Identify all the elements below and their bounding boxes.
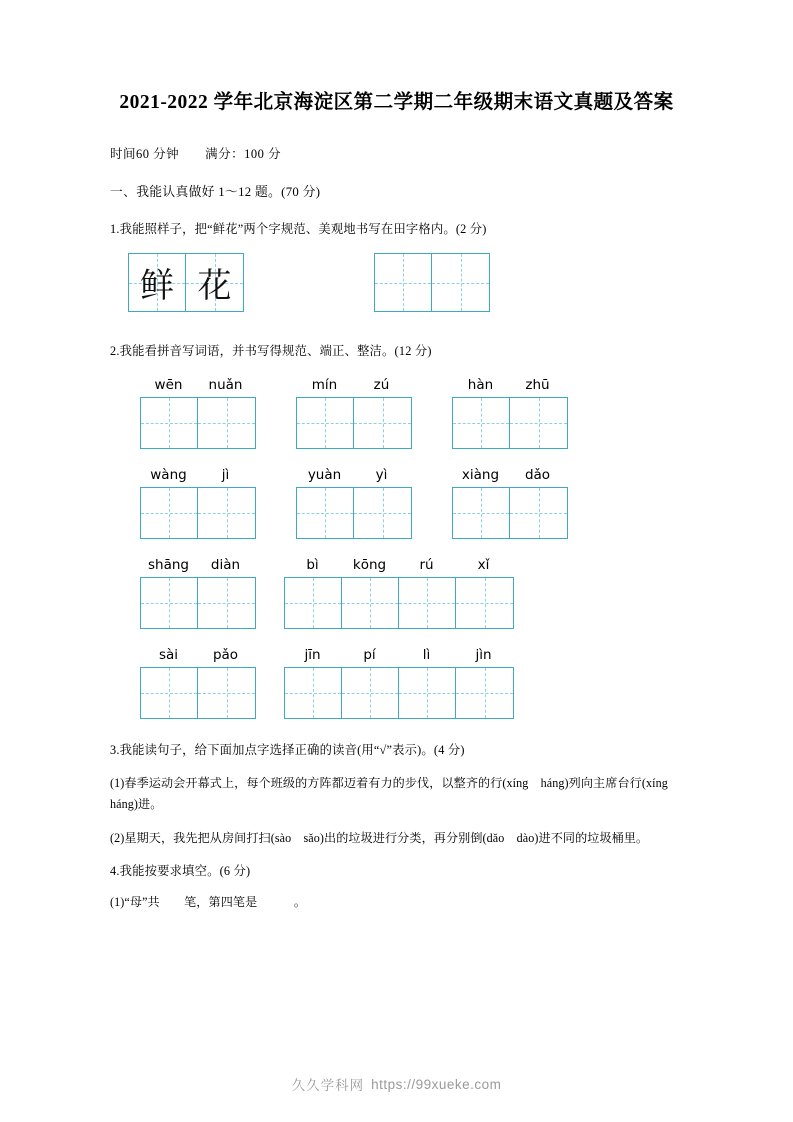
pinyin-item — [452, 467, 568, 539]
pinyin-syllable: mín — [311, 377, 338, 393]
grid-cell[interactable] — [399, 668, 456, 718]
answer-grid[interactable] — [140, 487, 256, 539]
answer-grid[interactable] — [284, 577, 514, 629]
grid-cell[interactable] — [432, 254, 489, 311]
sample-char-2: 花 — [197, 268, 232, 305]
pinyin-syllable: xiàng — [461, 467, 500, 483]
pinyin-row — [140, 467, 683, 539]
question-1-text: 1.我能照样子，把“鲜花”两个字规范、美观地书写在田字格内。(2 分) — [110, 222, 487, 236]
question-4-text: 4.我能按要求填空。(6 分) — [110, 864, 251, 878]
answer-grid[interactable] — [140, 577, 256, 629]
grid-cell[interactable] — [198, 488, 255, 538]
grid-cell[interactable] — [510, 398, 567, 448]
pinyin-labels — [452, 377, 568, 393]
question-2-text: 2.我能看拼音写词语，并书写得规范、端正、整洁。(12 分) — [110, 344, 432, 358]
exam-time: 时间60 分钟 — [110, 147, 180, 161]
answer-grid[interactable] — [284, 667, 514, 719]
pinyin-syllable: zhū — [525, 377, 550, 393]
pinyin-item — [284, 557, 514, 629]
grid-cell[interactable] — [456, 578, 513, 628]
pinyin-labels — [140, 467, 256, 483]
pinyin-item — [140, 647, 256, 719]
pinyin-syllable: pí — [363, 647, 376, 663]
answer-grid[interactable] — [140, 397, 256, 449]
pinyin-syllable: jì — [221, 467, 230, 483]
pinyin-syllable: dǎo — [524, 467, 551, 483]
grid-cell[interactable] — [198, 668, 255, 718]
pinyin-syllable: shāng — [148, 557, 189, 573]
grid-cell[interactable] — [285, 578, 342, 628]
pinyin-syllable: sài — [158, 647, 179, 663]
answer-grid[interactable] — [296, 397, 412, 449]
pinyin-syllable: kōng — [352, 557, 387, 573]
grid-cell[interactable] — [453, 398, 510, 448]
question-3-item-1: (1)春季运动会开幕式上，每个班级的方阵都迈着有力的步伐，以整齐的行(xíng háng)列向主席台行(xíng háng)进。 — [110, 776, 681, 811]
question-4-item-1: (1)“母”共 笔，第四笔是 。 — [110, 895, 307, 909]
site-brand: 久久学科网 — [291, 1078, 365, 1093]
pinyin-syllable: nuǎn — [208, 377, 243, 393]
grid-cell[interactable] — [354, 488, 411, 538]
grid-cell[interactable] — [285, 668, 342, 718]
pinyin-syllable: rú — [419, 557, 434, 573]
pinyin-item — [140, 467, 256, 539]
site-url: https://99xueke.com — [371, 1076, 502, 1092]
pinyin-syllable: xǐ — [477, 557, 490, 573]
question-1-grids — [128, 253, 683, 312]
pinyin-syllable: yì — [375, 467, 388, 483]
pinyin-row — [140, 377, 683, 449]
pinyin-labels — [140, 377, 256, 393]
page-title: 2021-2022 学年北京海淀区第二学期二年级期末语文真题及答案 — [119, 92, 674, 113]
pinyin-syllable: yuàn — [307, 467, 342, 483]
question-3-item-2: (2)星期天，我先把从房间打扫(sào sǎo)出的垃圾进行分类，再分别倒(dǎo dào)进不同的垃圾桶里。 — [110, 831, 649, 845]
grid-cell[interactable] — [456, 668, 513, 718]
grid-cell[interactable] — [198, 398, 255, 448]
grid-cell[interactable] — [354, 398, 411, 448]
pinyin-syllable: lì — [422, 647, 431, 663]
question-3-text: 3.我能读句子，给下面加点字选择正确的读音(用“√”表示)。(4 分) — [110, 743, 465, 757]
pinyin-labels — [296, 467, 412, 483]
grid-cell[interactable] — [141, 578, 198, 628]
pinyin-row — [140, 557, 683, 629]
pinyin-syllable: jìn — [475, 647, 492, 663]
pinyin-syllable: pǎo — [212, 647, 239, 663]
pinyin-labels — [284, 557, 514, 573]
sample-character-grid — [128, 253, 244, 312]
grid-cell[interactable] — [297, 488, 354, 538]
answer-character-grid[interactable] — [374, 253, 490, 312]
pinyin-item — [140, 377, 256, 449]
pinyin-syllable: jīn — [304, 647, 321, 663]
pinyin-syllable: wēn — [154, 377, 183, 393]
pinyin-labels — [140, 647, 256, 663]
pinyin-labels — [296, 377, 412, 393]
answer-grid[interactable] — [452, 397, 568, 449]
question-2-pinyin-blocks — [140, 377, 683, 719]
pinyin-labels — [140, 557, 256, 573]
pinyin-item — [296, 467, 412, 539]
pinyin-syllable: diàn — [210, 557, 241, 573]
grid-cell[interactable] — [399, 578, 456, 628]
pinyin-syllable: hàn — [467, 377, 494, 393]
grid-cell[interactable] — [297, 398, 354, 448]
pinyin-syllable: zú — [373, 377, 390, 393]
pinyin-syllable: bì — [306, 557, 319, 573]
section-heading: 一、我能认真做好 1～12 题。(70 分) — [110, 185, 321, 199]
grid-cell[interactable] — [453, 488, 510, 538]
pinyin-labels — [452, 467, 568, 483]
pinyin-row — [140, 647, 683, 719]
pinyin-item — [452, 377, 568, 449]
pinyin-item — [296, 377, 412, 449]
answer-grid[interactable] — [452, 487, 568, 539]
pinyin-item — [284, 647, 514, 719]
grid-cell[interactable] — [510, 488, 567, 538]
pinyin-labels — [284, 647, 514, 663]
grid-cell[interactable] — [141, 668, 198, 718]
exam-meta — [110, 144, 683, 162]
answer-grid[interactable] — [296, 487, 412, 539]
grid-cell — [186, 254, 243, 311]
exam-score: 满分：100 分 — [205, 147, 282, 161]
grid-cell[interactable] — [198, 578, 255, 628]
grid-cell[interactable] — [141, 398, 198, 448]
pinyin-syllable: wàng — [150, 467, 187, 483]
grid-cell[interactable] — [342, 668, 399, 718]
footer-watermark — [0, 1074, 793, 1094]
grid-cell[interactable] — [375, 254, 432, 311]
answer-grid[interactable] — [140, 667, 256, 719]
pinyin-item — [140, 557, 256, 629]
grid-cell[interactable] — [342, 578, 399, 628]
grid-cell[interactable] — [141, 488, 198, 538]
grid-cell — [129, 254, 186, 311]
sample-char-1: 鲜 — [140, 268, 174, 305]
